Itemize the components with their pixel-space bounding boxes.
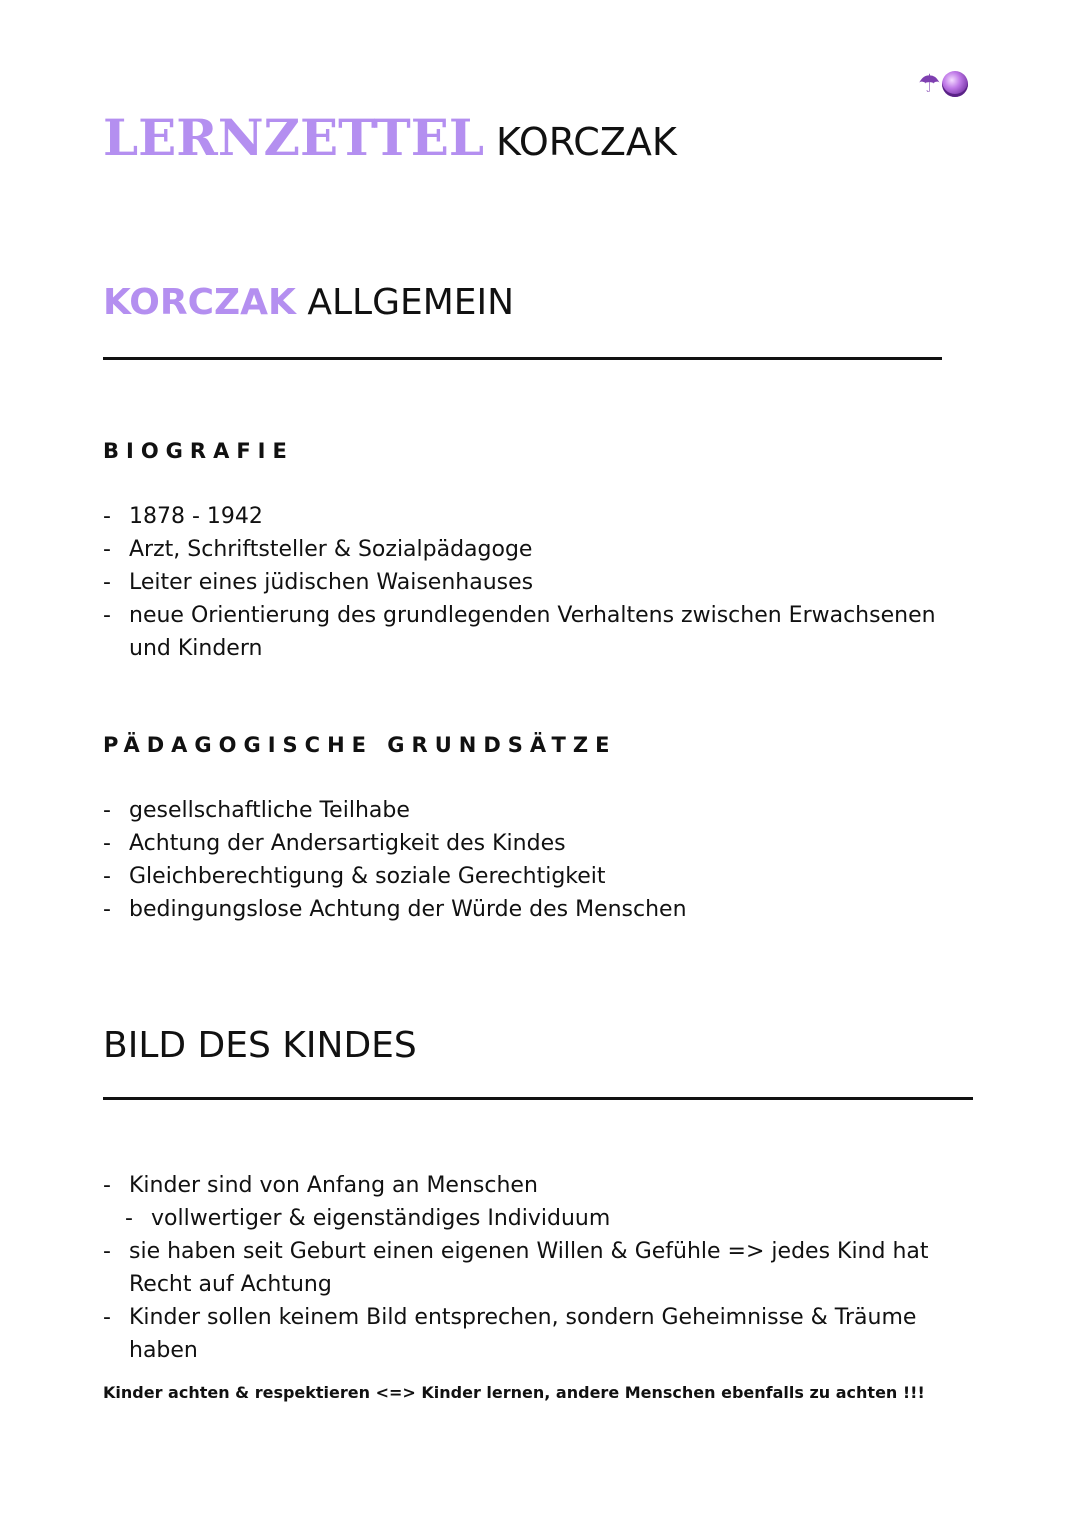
divider bbox=[103, 357, 942, 360]
list-item: - Gleichberechtigung & soziale Gerechtigkeit bbox=[103, 860, 983, 893]
list-item: - Arzt, Schriftsteller & Sozialpädagoge bbox=[103, 533, 983, 566]
list-subitem: - vollwertiger & eigenständiges Individuum bbox=[125, 1202, 983, 1235]
grundsaetze-heading: PÄDAGOGISCHE GRUNDSÄTZE bbox=[103, 733, 617, 757]
list-item: - Kinder sind von Anfang an Menschen bbox=[103, 1169, 983, 1202]
section-title-rest: ALLGEMEIN bbox=[307, 282, 515, 323]
divider bbox=[103, 1097, 973, 1100]
footnote: Kinder achten & respektieren <=> Kinder lernen, andere Menschen ebenfalls zu achten !!! bbox=[103, 1383, 925, 1402]
section-title-bild: BILD DES KINDES bbox=[103, 1025, 417, 1066]
section-title-allgemein bbox=[103, 281, 514, 325]
list-item: - 1878 - 1942 bbox=[103, 500, 983, 533]
bild-list bbox=[103, 1169, 983, 1367]
section-title-accent: KORCZAK bbox=[103, 282, 296, 323]
page-title-accent: LERNZETTEL bbox=[103, 108, 485, 167]
biografie-list bbox=[103, 500, 983, 665]
biografie-heading: BIOGRAFIE bbox=[103, 439, 294, 463]
grundsaetze-list bbox=[103, 794, 983, 926]
page-title bbox=[103, 108, 677, 180]
list-item: - bedingungslose Achtung der Würde des Menschen bbox=[103, 893, 983, 926]
list-item: - Kinder sollen keinem Bild entsprechen, sondern Geheimnisse & Träume haben bbox=[103, 1301, 983, 1367]
list-item: - gesellschaftliche Teilhabe bbox=[103, 794, 983, 827]
crystal-ball-icon bbox=[942, 71, 968, 97]
page-title-rest: KORCZAK bbox=[496, 120, 677, 164]
list-item: - Leiter eines jüdischen Waisenhauses bbox=[103, 566, 983, 599]
list-item: - sie haben seit Geburt einen eigenen Willen & Gefühle => jedes Kind hat Recht auf Achtung bbox=[103, 1235, 983, 1301]
umbrella-icon: ☂ bbox=[918, 69, 941, 98]
list-item: - neue Orientierung des grundlegenden Verhaltens zwischen Erwachsenen und Kindern bbox=[103, 599, 983, 665]
decorative-emojis bbox=[918, 68, 968, 100]
list-item: - Achtung der Andersartigkeit des Kindes bbox=[103, 827, 983, 860]
